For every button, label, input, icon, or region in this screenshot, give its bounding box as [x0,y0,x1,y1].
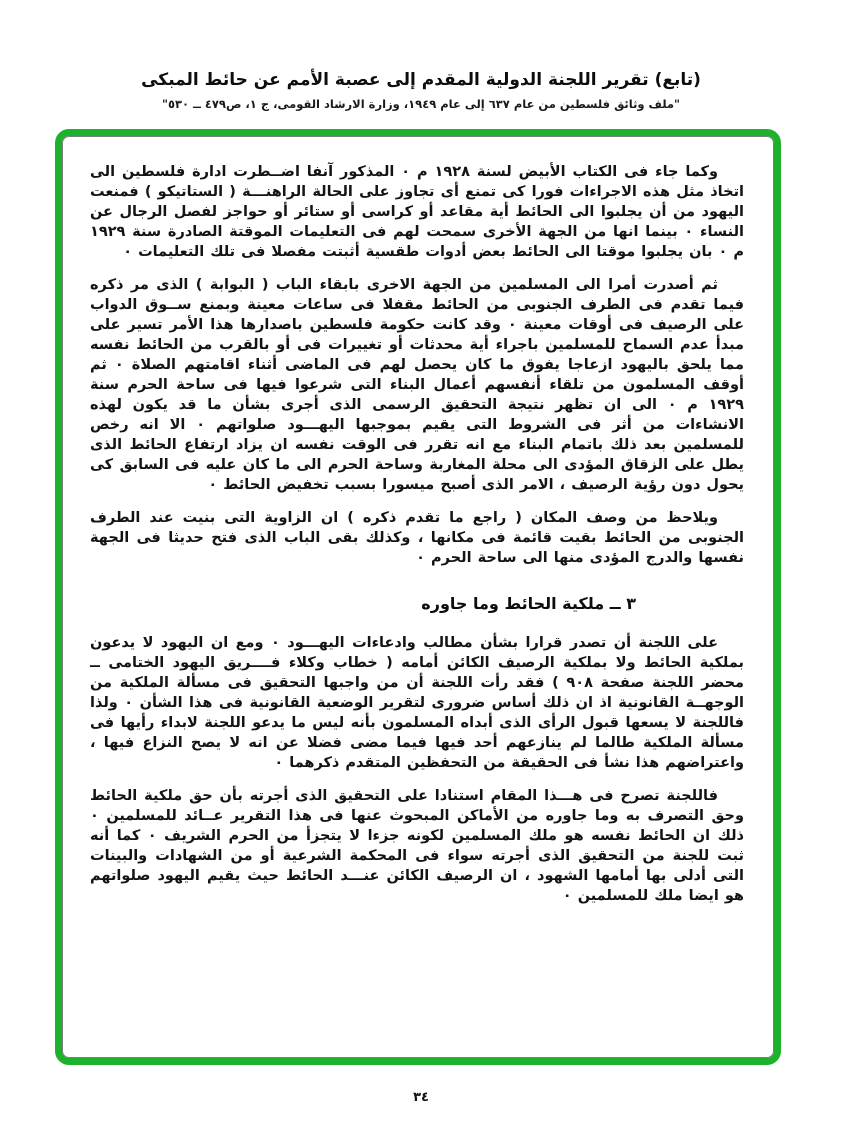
green-highlight-box [55,129,781,1065]
document-header [0,70,842,111]
document-source-citation: "ملف وثائق فلسطين من عام ٦٣٧ إلى عام ١٩٤٩، وزارة الارشاد القومى، ج ١، ص٤٧٩ ــ ٥٣٠" [161,97,681,111]
paragraph-white-paper-1928: وكما جاء فى الكتاب الأبيض لسنة ١٩٢٨ م ٠ المذكور آنفا اضــطرت ادارة فلسطين الى اتخاذ مثل هذه الاجراءات فورا كى تمنع أى تجاوز على الحالة الراهنـــة ( الستاتيكو ) فمنعت اليهود من أن يجلبوا الى الحائط أية مقاعد أو كراسى أو ستائر أو حواجز لفصل الرجال عن النساء ٠ بينما انها من الجهة الأخرى سمحت لهم فى التعليمات الموقتة الصادرة سنة ١٩٢٩ م ٠ بان يجلبوا موقتا الى الحائط بعض أدوات طقسية أثبتت مفصلا فى تلك التعليمات ٠ [90,164,744,260]
paragraph-place-description-note: ويلاحظ من وصف المكان ( راجع ما تقدم ذكره ) ان الزاوية التى بنيت عند الطرف الجنوبى من الحائط بقيت قائمة فى مكانها ، وكذلك بقى الباب الذى فتح حديثا فى الجهة نفسها والدرج المؤدى منها الى ساحة الحرم ٠ [90,510,744,566]
paragraph-order-to-muslims: ثم أصدرت أمرا الى المسلمين من الجهة الاخرى بابقاء الباب ( البوابة ) الذى مر ذكره فيما تقدم فى الطرف الجنوبى من الحائط مقفلا فى ساعات معينة وبمنع ســوق الدواب على الرصيف فى أوقات معينة ٠ وقد كانت حكومة فلسطين باصدارها هذا الأمر تسير على مبدأ عدم السماح للمسلمين باجراء أية محدثات أو تغييرات فى أو بالقرب من الحائط نفسه مما يلحق باليهود ازعاجا يفوق ما كان يحصل لهم فى الماضى أثناء اقامتهم الصلاة ٠ ثم أوقف المسلمون من تلقاء أنفسهم أعمال البناء التى شرعوا فيها فى ساحة الحرم سنة ١٩٢٩ م ٠ الى ان تظهر نتيجة التحقيق الرسمى الذى أجرى بشأن ما قد يكون لهذه الانشاءات من أثر فى الشروط التى يقيم بموجبها اليهـــود صلواتهم ٠ الا انه رخص للمسلمين بعد ذلك باتمام البناء مع انه تقرر فى الوقت نفسه ان يزاد ارتفاع الحائط الذى يطل على الزقاق المؤدى الى محلة المغاربة وساحة الحرم الى ما كان عليه فى السابق كى يحول دون رؤية الرصيف ، الامر الذى أصبح ميسورا بسبب تخفيض الحائط ٠ [90,277,744,493]
page-number: ٣٤ [413,1090,429,1105]
document-title: (تابع) تقرير اللجنة الدولية المقدم إلى عصبة الأمم عن حائط المبكى [141,70,701,90]
section-heading-wall-ownership: ٣ ــ ملكية الحائط وما جاوره [421,594,636,613]
paragraph-commission-decision-duty: على اللجنة أن تصدر قرارا بشأن مطالب وادعاءات اليهـــود ٠ ومع ان اليهود لا يدعون بملكية الحائط ولا بملكية الرصيف الكائن أمامه ( خطاب وكلاء فــــريق اليهود الختامى ــ محضر اللجنة صفحة ٩٠٨ ) فقد رأت اللجنة أن من واجبها التحقيق فى مسألة الملكية من الوجهــة القانونية اذ ان ذلك أساس ضرورى لتقرير الوضعية القانونية فى هذا الشأن ٠ ولذا فاللجنة لا يسعها قبول الرأى الذى أبداه المسلمون بأنه ليس ما يدعو اللجنة لابداء رأيها فى مسألة الملكية طالما لم ينازعهم أحد فيها فيما مضى فضلا عن انه لا يصح النزاع فيها ، واعتراضهم هذا نشأ فى الحقيقة من التحفظين المتقدم ذكرهما ٠ [90,635,744,771]
paragraph-ownership-declaration: فاللجنة تصرح فى هـــذا المقام استنادا على التحقيق الذى أجرته بأن حق ملكية الحائط وحق التصرف به وما جاوره من الأماكن المبحوث عنها فى هذا التقرير عــائد للمسلمين ٠ ذلك ان الحائط نفسه هو ملك المسلمين لكونه جزءا لا يتجزأ من الحرم الشريف ٠ كما أنه ثبت للجنة من التحقيق الذى أجرته سواء فى المحكمة الشرعية أو من الشهادات والبينات التى أدلى بها أمامها الشهود ، ان الرصيف الكائن عنـــد الحائط حيث يقيم اليهود صلواتهم هو ايضا ملك للمسلمين ٠ [90,788,744,904]
document-body [90,162,744,906]
